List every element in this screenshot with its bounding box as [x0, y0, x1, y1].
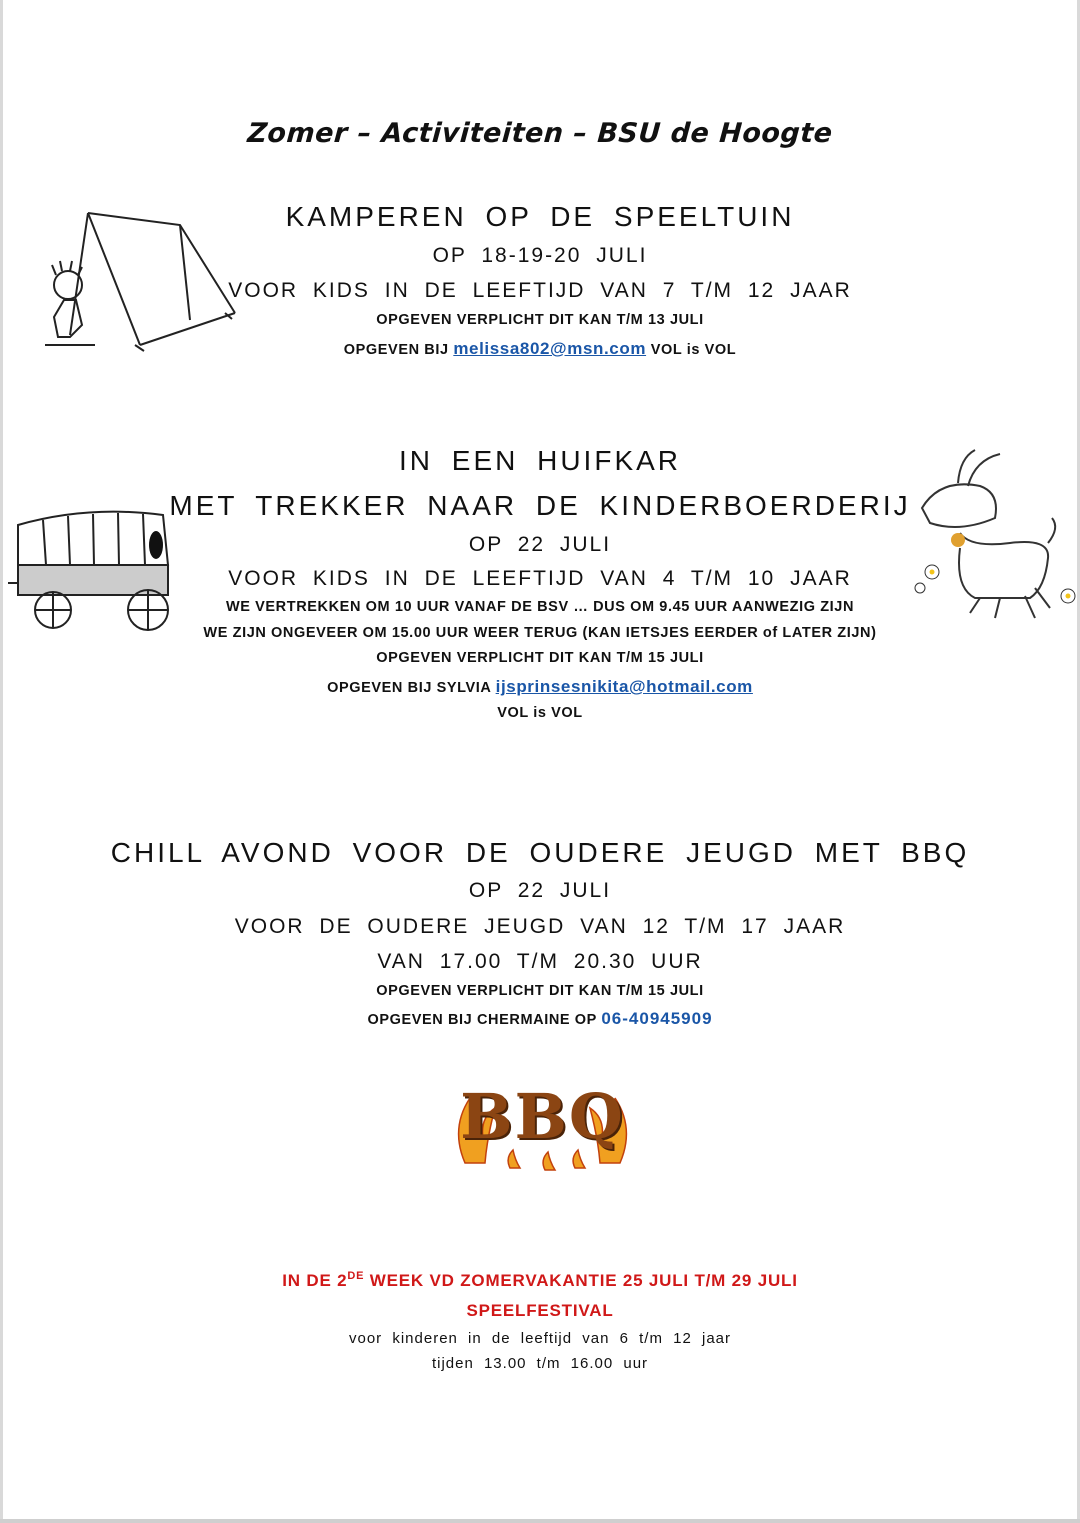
speelfestival-ages: voor kinderen in de leeftijd van 6 t/m 12 jaar — [349, 1330, 731, 1347]
chill-deadline: OPGEVEN VERPLICHT DIT KAN T/M 15 JULI — [376, 983, 704, 999]
page-title: Zomer – Activiteiten – BSU de Hoogte — [246, 118, 834, 149]
huifkar-depart: WE VERTREKKEN OM 10 UUR VANAF DE BSV … DUS OM 9.45 UUR AANWEZIG ZIJN — [225, 599, 855, 615]
week-line-part-2: WEEK VD ZOMERVAKANTIE 25 JULI T/M 29 JULI — [364, 1271, 798, 1290]
week-line-superscript: DE — [347, 1270, 365, 1282]
camping-date: OP 18-19-20 JULI — [432, 244, 648, 267]
huifkar-signup — [0, 677, 1080, 697]
speelfestival-week-line — [0, 1271, 1080, 1291]
speelfestival-time: tijden 13.00 t/m 16.00 uur — [431, 1355, 649, 1372]
bbq-logo-text: BBQ — [460, 1080, 625, 1153]
huifkar-deadline: OPGEVEN VERPLICHT DIT KAN T/M 15 JULI — [376, 650, 704, 666]
camping-signup-prefix: OPGEVEN BIJ — [343, 342, 449, 358]
huifkar-date: OP 22 JULI — [468, 533, 612, 556]
chill-heading: CHILL AVOND VOOR DE OUDERE JEUGD MET BBQ — [110, 837, 970, 868]
page-border-bottom — [0, 1519, 1080, 1523]
chill-ages: VOOR DE OUDERE JEUGD VAN 12 T/M 17 JAAR — [234, 915, 846, 938]
week-line-part-1: IN DE 2 — [282, 1271, 348, 1290]
camping-ages: VOOR KIDS IN DE LEEFTIJD VAN 7 T/M 12 JAAR — [228, 279, 852, 302]
huifkar-heading-2: MET TREKKER NAAR DE KINDERBOERDERIJ — [169, 490, 911, 521]
huifkar-email-link[interactable]: ijsprinsesnikita@hotmail.com — [495, 677, 753, 696]
huifkar-ages: VOOR KIDS IN DE LEEFTIJD VAN 4 T/M 10 JAAR — [228, 567, 852, 590]
huifkar-return: WE ZIJN ONGEVEER OM 15.00 UUR WEER TERUG (KAN IETSJES EERDER of LATER ZIJN) — [203, 625, 877, 641]
huifkar-signup-prefix: OPGEVEN BIJ SYLVIA — [327, 680, 491, 696]
camping-email-link[interactable]: melissa802@msn.com — [453, 339, 647, 358]
camping-signup — [0, 339, 1080, 359]
bbq-logo — [425, 1068, 660, 1183]
chill-signup-prefix: OPGEVEN BIJ CHERMAINE OP — [367, 1012, 597, 1028]
camping-signup-suffix: VOL is VOL — [650, 342, 737, 358]
chill-time: VAN 17.00 T/M 20.30 UUR — [377, 950, 703, 973]
huifkar-full: VOL is VOL — [497, 705, 583, 721]
chill-date: OP 22 JULI — [468, 879, 612, 902]
huifkar-heading-1: IN EEN HUIFKAR — [398, 445, 682, 476]
camping-heading: KAMPEREN OP DE SPEELTUIN — [285, 201, 795, 232]
camping-deadline: OPGEVEN VERPLICHT DIT KAN T/M 13 JULI — [376, 312, 704, 328]
chill-signup — [0, 1009, 1080, 1029]
speelfestival-heading: SPEELFESTIVAL — [466, 1301, 614, 1320]
chill-phone-link[interactable]: 06-40945909 — [601, 1009, 713, 1028]
